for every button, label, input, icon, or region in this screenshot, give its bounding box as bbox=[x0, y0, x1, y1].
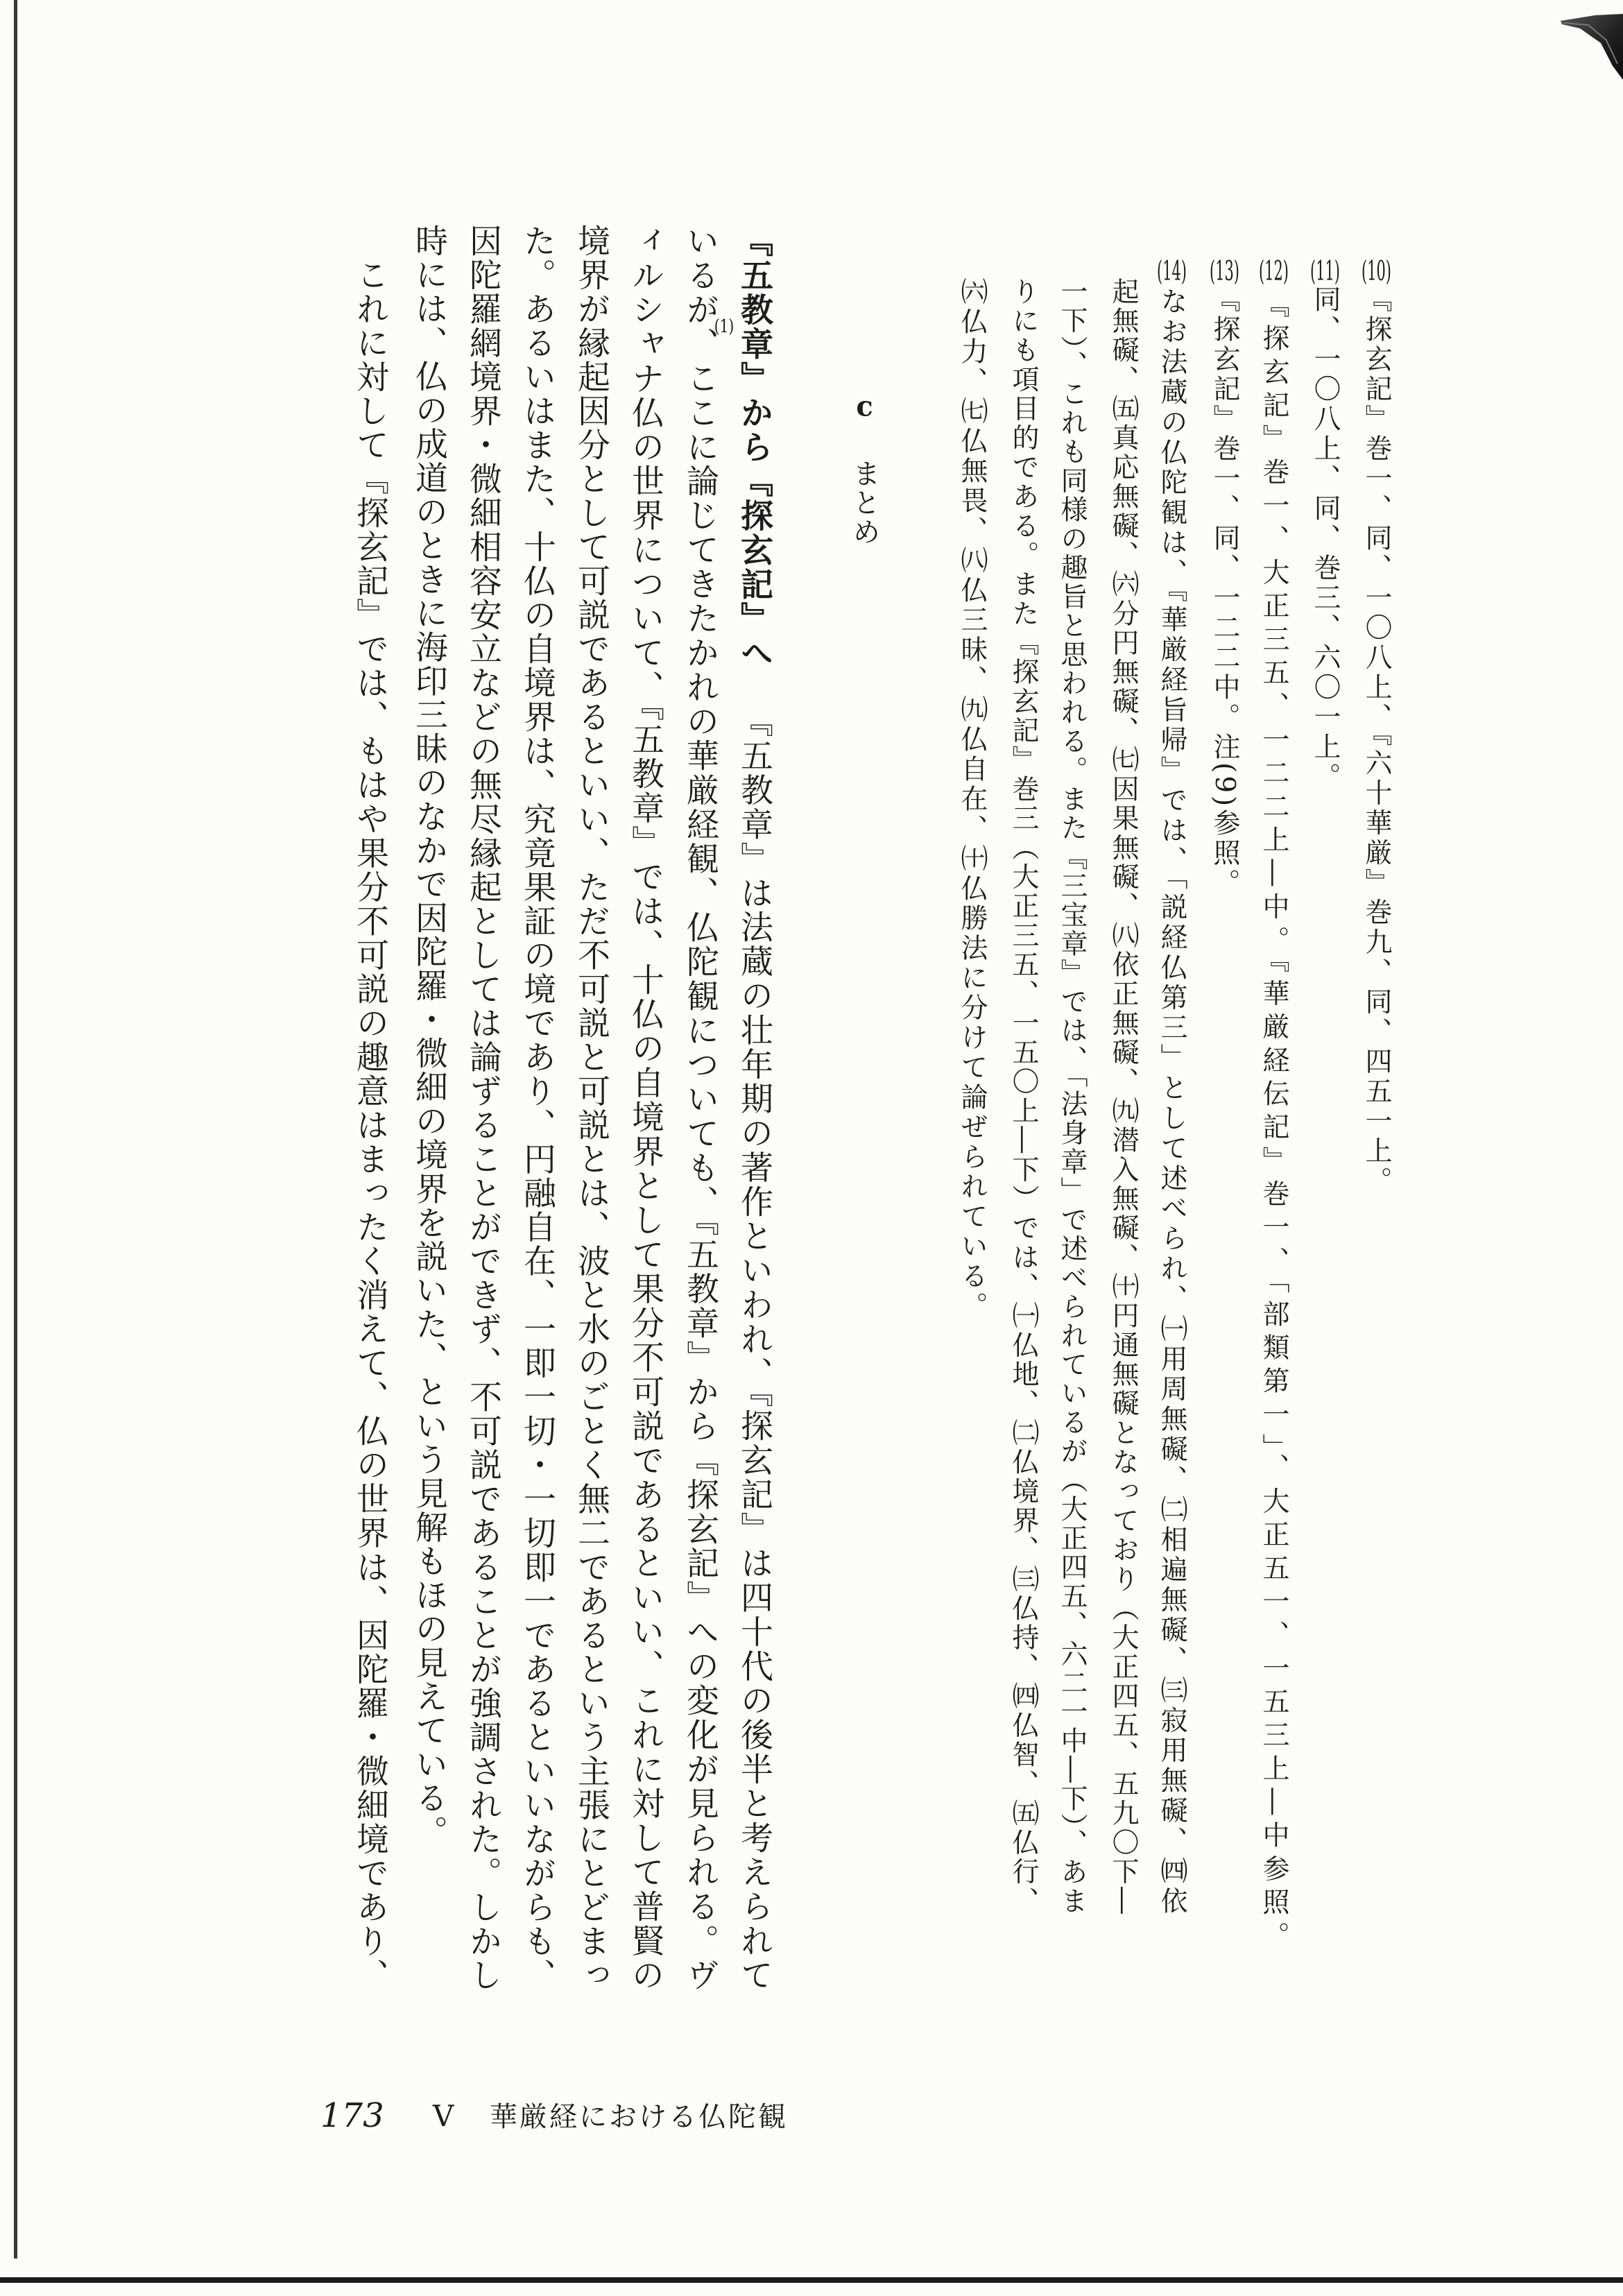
note-text: 『探玄記』巻一、同、一二二中。注(9)参照。 bbox=[1209, 285, 1240, 899]
note-text: 『探玄記』巻一、大正三五、一二二上―中。『華厳経伝記』巻一、「部類第一」、大正五一、一五三上―中参照。 bbox=[1258, 291, 1289, 1949]
note-13 bbox=[1211, 258, 1238, 898]
footnote-reference bbox=[715, 318, 733, 336]
body-text: ここに論じてきたかれの華厳経観、仏陀観についても、『五教章』から『探玄記』への変化が見られる。ヴ bbox=[681, 361, 719, 1992]
page-gutter-line bbox=[14, 0, 17, 2259]
section-letter: c bbox=[856, 393, 873, 420]
chapter-number: V bbox=[433, 2099, 454, 2133]
run-in-heading: 『五教章』から『探玄記』へ bbox=[735, 224, 773, 671]
page-bottom-edge bbox=[0, 2277, 1623, 2283]
note-text: 起無礙、㈤真応無礙、㈥分円無礙、㈦因果無礙、㈧依正無礙、㈨潜入無礙、㈩円通無礙となっており（大正四五、五九〇下― bbox=[1108, 277, 1139, 1914]
note-11 bbox=[1309, 258, 1341, 792]
chapter-title: 華厳経における仏陀観 bbox=[490, 2101, 788, 2133]
body-line-3: ィルシャナ仏の世界について、『五教章』では、十仏の自境界として果分不可説であるといい、これに対して普賢の bbox=[626, 224, 664, 1992]
section-label bbox=[850, 393, 878, 420]
note-text: りにも項目的である。また『探玄記』巻三（大正三五、一五〇上―下）では、㈠仏地、㈡仏境界、㈢仏持、㈣仏智、㈤仏行、 bbox=[1008, 277, 1039, 1914]
note-number: (10) bbox=[1362, 258, 1391, 285]
body-line-2 bbox=[681, 224, 719, 1992]
page-corner-curl bbox=[1540, 0, 1623, 97]
body-line-7: 時には、仏の成道のときに海印三昧のなかで因陀羅・微細の境界を説いた、という見解もほの見えている。 bbox=[410, 224, 448, 1849]
body-text: 『五教章』は法蔵の壮年期の著作といわれ、『探玄記』は四十代の後半と考えられて bbox=[735, 704, 773, 1992]
note-12 bbox=[1260, 258, 1287, 1949]
note-number: (14) bbox=[1157, 258, 1187, 285]
note-text: 同、一〇八上、同、巻三、六〇一上。 bbox=[1309, 285, 1341, 792]
note-text: ㈥仏力、㈦仏無畏、㈧仏三昧、㈨仏自在、㈩仏勝法に分けて論ぜられている。 bbox=[956, 277, 988, 1321]
body-line-5: た。あるいはまた、十仏の自境界は、究竟果証の境であり、円融自在、一即一切・一切即一であるといいながらも、 bbox=[518, 224, 556, 1992]
note-number: (13) bbox=[1210, 258, 1239, 285]
note-14-line-4 bbox=[1010, 277, 1037, 1914]
note-text: 一下）、これも同様の趣旨と思われる。また『三宝章』では、「法身章」で述べられているが（大正四五、六二一中―下）、あま bbox=[1056, 277, 1088, 1914]
note-14-line-1 bbox=[1158, 258, 1185, 1914]
body-text: いるが、 bbox=[681, 224, 719, 361]
note-14-line-2 bbox=[1110, 277, 1137, 1914]
note-text: なお法蔵の仏陀観は、『華厳経旨帰』では、「説経仏第三」として述べられ、㈠用周無礙、㈡相遍無礙、㈢寂用無礙、㈣依 bbox=[1156, 287, 1187, 1914]
body-line-1 bbox=[735, 224, 773, 1992]
note-number: (12) bbox=[1259, 258, 1289, 285]
footnote-ref-number: (1) bbox=[714, 318, 735, 336]
note-14-line-5 bbox=[956, 277, 988, 1321]
body-line-4: 境界が縁起因分として可説であるといい、ただ不可説と可説とは、波と水のごとく無二であるという主張にとどまっ bbox=[572, 224, 610, 1992]
note-14-line-3 bbox=[1056, 277, 1088, 1914]
note-10 bbox=[1363, 258, 1390, 1197]
section-title: まとめ bbox=[848, 459, 880, 547]
page-number: 173 bbox=[320, 2096, 384, 2135]
body-line-8: これに対して『探玄記』では、もはや果分不可説の趣意はまったく消えて、仏の世界は、因陀羅・微細境であり、 bbox=[351, 258, 389, 1992]
note-text: 『探玄記』巻一、同、一〇八上、『六十華厳』巻九、同、四五一上。 bbox=[1361, 285, 1392, 1197]
note-number: (11) bbox=[1310, 258, 1340, 285]
body-line-6: 因陀羅網境界・微細相容安立などの無尽縁起としては論ずることができず、不可説であることが強調された。しかし bbox=[464, 224, 502, 1992]
